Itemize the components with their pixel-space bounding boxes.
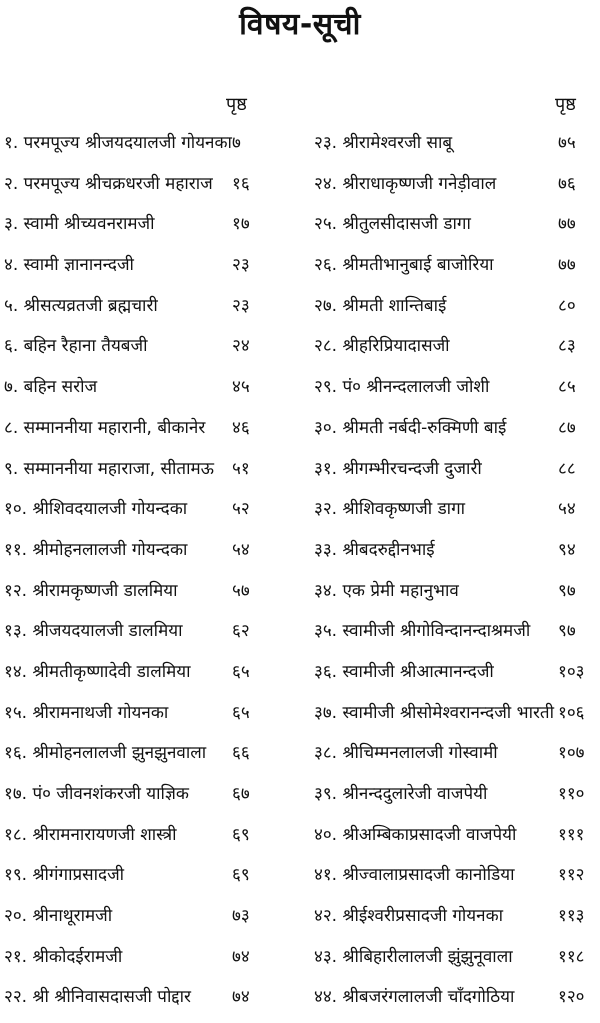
entry-page-number: ४६ <box>232 417 250 438</box>
entry-page-number: १२० <box>558 987 585 1008</box>
entry-title: ३०. श्रीमती नर्बदी-रुक्मिणी बाई <box>314 417 507 438</box>
entry-title: २७. श्रीमती शान्तिबाई <box>314 295 447 316</box>
contents-entry <box>0 698 300 739</box>
entry-title: ३४. एक प्रेमी महानुभाव <box>314 580 459 601</box>
contents-entry <box>0 860 300 901</box>
entry-title: २५. श्रीतुलसीदासजी डागा <box>314 214 471 235</box>
entry-title: २४. श्रीराधाकृष्णजी गनेड़ीवाल <box>314 173 497 194</box>
page-title: विषय-सूची <box>239 7 361 42</box>
entry-title: १७. पं० जीवनशंकरजी याज्ञिक <box>4 784 189 804</box>
entry-page-number: १०६ <box>558 702 585 723</box>
entry-title: २९. पं० श्रीनन्दलालजी जोशी <box>314 377 490 398</box>
entry-page-number: ६५ <box>232 661 250 682</box>
contents-column-left <box>0 128 300 1023</box>
entry-title: १. परमपूज्य श्रीजयदयालजी गोयनका <box>4 133 232 153</box>
contents-entry <box>300 982 600 1023</box>
contents-entry <box>0 291 300 332</box>
entry-title: ३७. स्वामीजी श्रीसोमेश्वरानन्दजी भारती <box>314 702 555 723</box>
contents-entry <box>300 698 600 739</box>
contents-entry <box>300 779 600 820</box>
entry-page-number: ५२ <box>232 499 250 520</box>
contents-entry <box>300 576 600 617</box>
entry-page-number: ११८ <box>558 946 585 967</box>
contents-entry <box>0 616 300 657</box>
contents-entry <box>0 413 300 454</box>
entry-title: १६. श्रीमोहनलालजी झुनझुनवाला <box>4 743 207 764</box>
contents-entry <box>300 494 600 535</box>
entry-page-number: ७३ <box>232 906 250 927</box>
contents-entry <box>300 209 600 250</box>
contents-entry <box>300 128 600 169</box>
entry-page-number: ७७ <box>558 255 576 276</box>
entry-title: २६. श्रीमतीभानुबाई बाजोरिया <box>314 255 494 276</box>
entry-page-number: ६२ <box>232 621 250 642</box>
entry-title: ७. बहिन सरोज <box>4 377 98 398</box>
entry-page-number: ७ <box>232 133 241 153</box>
entry-page-number: ६७ <box>232 784 250 804</box>
entry-page-number: ८७ <box>558 417 576 438</box>
contents-entry <box>0 454 300 495</box>
entry-title: ३२. श्रीशिवकृष्णजी डागा <box>314 499 466 520</box>
contents-entry <box>0 576 300 617</box>
entry-page-number: १६ <box>232 173 250 194</box>
contents-entry <box>0 738 300 779</box>
entry-page-number: ७४ <box>232 946 250 967</box>
entry-page-number: ९७ <box>558 621 576 642</box>
entry-page-number: ८३ <box>558 336 576 357</box>
entry-title: १५. श्रीरामनाथजी गोयनका <box>4 702 169 723</box>
contents-entry <box>0 128 300 169</box>
entry-page-number: ५४ <box>232 539 250 560</box>
entry-title: ४१. श्रीज्वालाप्रसादजी कानोडिया <box>314 865 515 886</box>
entry-title: १२. श्रीरामकृष्णजी डालमिया <box>4 580 178 601</box>
entry-page-number: ७५ <box>558 133 576 153</box>
contents-entry <box>0 372 300 413</box>
contents-entry <box>0 331 300 372</box>
entry-title: १४. श्रीमतीकृष्णादेवी डालमिया <box>4 661 191 682</box>
entry-page-number: ६६ <box>232 743 250 764</box>
contents-entry <box>300 372 600 413</box>
entry-title: ४०. श्रीअम्बिकाप्रसादजी वाजपेयी <box>314 824 517 845</box>
contents-entry <box>300 169 600 210</box>
entry-title: २०. श्रीनाथूरामजी <box>4 906 113 927</box>
contents-entry <box>300 331 600 372</box>
entry-title: ४२. श्रीईश्वरीप्रसादजी गोयनका <box>314 906 504 927</box>
contents-entry <box>0 657 300 698</box>
contents-entry <box>300 860 600 901</box>
contents-entry <box>0 209 300 250</box>
entry-title: ४४. श्रीबजरंगलालजी चाँदगोठिया <box>314 987 515 1008</box>
entry-title: ३९. श्रीनन्ददुलारेजी वाजपेयी <box>314 784 488 804</box>
contents-entry <box>0 535 300 576</box>
entry-page-number: २३ <box>232 255 250 276</box>
entry-title: ४. स्वामी ज्ञानानन्दजी <box>4 255 134 276</box>
entry-title: २१. श्रीकोदईरामजी <box>4 946 123 967</box>
entry-title: ११. श्रीमोहनलालजी गोयन्दका <box>4 539 188 560</box>
contents-entry <box>0 942 300 983</box>
entry-page-number: ११२ <box>558 865 585 886</box>
contents-entry <box>300 738 600 779</box>
contents-entry <box>300 820 600 861</box>
entry-page-number: ९७ <box>558 580 576 601</box>
contents-entry <box>300 657 600 698</box>
entry-page-number: ६५ <box>232 702 250 723</box>
contents-entry <box>0 250 300 291</box>
entry-page-number: ७४ <box>232 987 250 1008</box>
entry-title: ४३. श्रीबिहारीलालजी झुंझुनूवाला <box>314 946 513 967</box>
contents-entry <box>0 779 300 820</box>
entry-page-number: १०७ <box>558 743 585 764</box>
contents-entry <box>0 820 300 861</box>
contents-entry <box>0 169 300 210</box>
entry-title: २२. श्री श्रीनिवासदासजी पोद्दार <box>4 987 191 1008</box>
entry-page-number: ६९ <box>232 824 250 845</box>
entry-title: २. परमपूज्य श्रीचक्रधरजी महाराज <box>4 173 213 194</box>
page-column-header-right: पृष्ठ <box>555 94 576 115</box>
contents-entry <box>300 616 600 657</box>
entry-page-number: ९४ <box>558 539 576 560</box>
contents-entry <box>0 494 300 535</box>
contents-entry <box>0 982 300 1023</box>
entry-title: ३५. स्वामीजी श्रीगोविन्दानन्दाश्रमजी <box>314 621 531 642</box>
contents-column-right <box>300 128 600 1023</box>
entry-title: १८. श्रीरामनारायणजी शास्त्री <box>4 824 177 845</box>
entry-title: ३. स्वामी श्रीच्यवनरामजी <box>4 214 155 235</box>
contents-entry <box>300 454 600 495</box>
entry-page-number: ७६ <box>558 173 576 194</box>
entry-page-number: ७७ <box>558 214 576 235</box>
entry-title: ३६. स्वामीजी श्रीआत्मानन्दजी <box>314 661 494 682</box>
entry-page-number: ४५ <box>232 377 250 398</box>
contents-entry <box>300 413 600 454</box>
contents-entry <box>300 291 600 332</box>
entry-page-number: ८८ <box>558 458 576 479</box>
entry-page-number: १७ <box>232 214 250 235</box>
entry-title: ३८. श्रीचिम्मनलालजी गोस्वामी <box>314 743 498 764</box>
entry-title: ६. बहिन रैहाना तैयबजी <box>4 336 148 357</box>
entry-title: ३३. श्रीबदरुद्दीनभाई <box>314 539 435 560</box>
entry-page-number: ११३ <box>558 906 585 927</box>
entry-page-number: ११० <box>558 784 585 804</box>
entry-page-number: १११ <box>558 824 585 845</box>
entry-title: १३. श्रीजयदयालजी डालमिया <box>4 621 183 642</box>
entry-title: ९. सम्माननीया महाराजा, सीतामऊ <box>4 458 215 479</box>
entry-page-number: १०३ <box>558 661 585 682</box>
entry-title: ३१. श्रीगम्भीरचन्दजी दुजारी <box>314 458 482 479</box>
entry-page-number: ५१ <box>232 458 250 479</box>
entry-title: १९. श्रीगंगाप्रसादजी <box>4 865 125 886</box>
contents-entry <box>300 942 600 983</box>
entry-page-number: २३ <box>232 295 250 316</box>
entry-page-number: ५७ <box>232 580 250 601</box>
contents-entry <box>300 535 600 576</box>
entry-page-number: २४ <box>232 336 250 357</box>
entry-page-number: ८० <box>558 295 576 316</box>
page-column-header-left: पृष्ठ <box>226 94 247 115</box>
entry-page-number: ८५ <box>558 377 576 398</box>
contents-entry <box>300 901 600 942</box>
entry-title: ८. सम्माननीया महारानी, बीकानेर <box>4 417 206 438</box>
entry-title: २३. श्रीरामेश्वरजी साबू <box>314 133 453 153</box>
entry-title: १०. श्रीशिवदयालजी गोयन्दका <box>4 499 188 520</box>
contents-entry <box>300 250 600 291</box>
entry-title: २८. श्रीहरिप्रियादासजी <box>314 336 450 357</box>
entry-title: ५. श्रीसत्यव्रतजी ब्रह्मचारी <box>4 295 158 316</box>
contents-entry <box>0 901 300 942</box>
entry-page-number: ५४ <box>558 499 576 520</box>
entry-page-number: ६९ <box>232 865 250 886</box>
